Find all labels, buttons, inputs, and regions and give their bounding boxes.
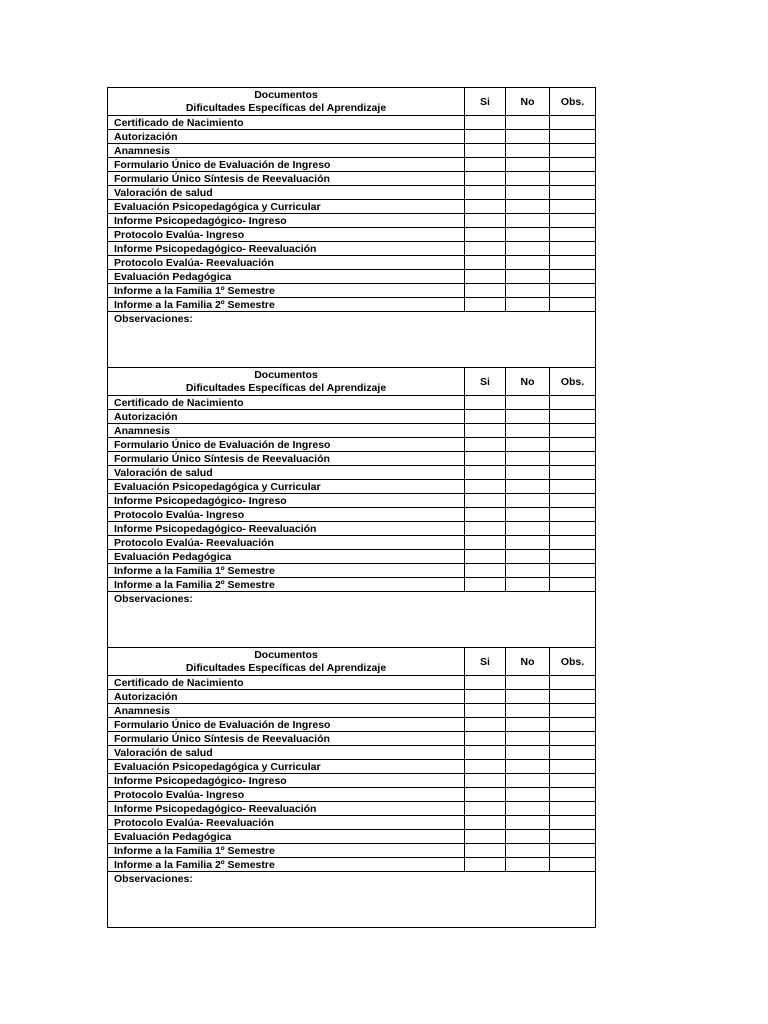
si-checkbox-cell[interactable] bbox=[465, 130, 506, 144]
no-checkbox-cell[interactable] bbox=[506, 704, 550, 718]
no-checkbox-cell[interactable] bbox=[506, 186, 550, 200]
table-row bbox=[108, 718, 596, 732]
si-checkbox-cell[interactable] bbox=[465, 718, 506, 732]
document-label: Informe a la Familia 1º Semestre bbox=[108, 844, 465, 858]
obs-cell[interactable] bbox=[550, 760, 596, 774]
no-checkbox-cell[interactable] bbox=[506, 116, 550, 130]
si-checkbox-cell[interactable] bbox=[465, 774, 506, 788]
no-checkbox-cell[interactable] bbox=[506, 522, 550, 536]
document-label: Informe Psicopedagógico- Reevaluación bbox=[108, 522, 465, 536]
si-checkbox-cell[interactable] bbox=[465, 816, 506, 830]
document-label: Informe a la Familia 2º Semestre bbox=[108, 298, 465, 312]
obs-cell[interactable] bbox=[550, 256, 596, 270]
si-checkbox-cell[interactable] bbox=[465, 704, 506, 718]
document-label: Informe a la Familia 2º Semestre bbox=[108, 578, 465, 592]
obs-cell[interactable] bbox=[550, 158, 596, 172]
document-label: Autorización bbox=[108, 410, 465, 424]
obs-cell[interactable] bbox=[550, 830, 596, 844]
si-checkbox-cell[interactable] bbox=[465, 270, 506, 284]
no-checkbox-cell[interactable] bbox=[506, 410, 550, 424]
table-row bbox=[108, 214, 596, 228]
document-label: Valoración de salud bbox=[108, 186, 465, 200]
table-row bbox=[108, 816, 596, 830]
obs-cell[interactable] bbox=[550, 550, 596, 564]
no-checkbox-cell[interactable] bbox=[506, 788, 550, 802]
table-row bbox=[108, 424, 596, 438]
table-row bbox=[108, 522, 596, 536]
document-sheet bbox=[107, 87, 595, 928]
document-label: Formulario Único de Evaluación de Ingreso bbox=[108, 718, 465, 732]
no-checkbox-cell[interactable] bbox=[506, 858, 550, 872]
si-checkbox-cell[interactable] bbox=[465, 186, 506, 200]
observations-label: Observaciones: bbox=[114, 593, 193, 605]
si-checkbox-cell[interactable] bbox=[465, 746, 506, 760]
document-label: Evaluación Pedagógica bbox=[108, 830, 465, 844]
table-row bbox=[108, 284, 596, 298]
table-row bbox=[108, 158, 596, 172]
table-row bbox=[108, 172, 596, 186]
obs-cell[interactable] bbox=[550, 564, 596, 578]
checklist-header-row bbox=[108, 88, 596, 116]
document-label: Autorización bbox=[108, 130, 465, 144]
si-checkbox-cell[interactable] bbox=[465, 396, 506, 410]
no-checkbox-cell[interactable] bbox=[506, 760, 550, 774]
table-row bbox=[108, 480, 596, 494]
obs-cell[interactable] bbox=[550, 704, 596, 718]
table-row bbox=[108, 200, 596, 214]
document-label: Informe Psicopedagógico- Reevaluación bbox=[108, 242, 465, 256]
no-column-header: No bbox=[506, 368, 550, 396]
document-label: Protocolo Evalúa- Reevaluación bbox=[108, 256, 465, 270]
si-checkbox-cell[interactable] bbox=[465, 830, 506, 844]
obs-cell[interactable] bbox=[550, 732, 596, 746]
si-checkbox-cell[interactable] bbox=[465, 158, 506, 172]
documents-header-title: Documentos bbox=[254, 368, 318, 381]
no-checkbox-cell[interactable] bbox=[506, 746, 550, 760]
checklist-header-row bbox=[108, 368, 596, 396]
si-checkbox-cell[interactable] bbox=[465, 858, 506, 872]
no-checkbox-cell[interactable] bbox=[506, 802, 550, 816]
si-checkbox-cell[interactable] bbox=[465, 424, 506, 438]
no-checkbox-cell[interactable] bbox=[506, 144, 550, 158]
no-checkbox-cell[interactable] bbox=[506, 396, 550, 410]
table-row bbox=[108, 690, 596, 704]
si-checkbox-cell[interactable] bbox=[465, 508, 506, 522]
observations-field[interactable] bbox=[108, 592, 596, 648]
no-checkbox-cell[interactable] bbox=[506, 564, 550, 578]
no-checkbox-cell[interactable] bbox=[506, 214, 550, 228]
no-checkbox-cell[interactable] bbox=[506, 228, 550, 242]
table-row bbox=[108, 144, 596, 158]
si-checkbox-cell[interactable] bbox=[465, 172, 506, 186]
obs-cell[interactable] bbox=[550, 508, 596, 522]
si-checkbox-cell[interactable] bbox=[465, 284, 506, 298]
no-checkbox-cell[interactable] bbox=[506, 774, 550, 788]
obs-cell[interactable] bbox=[550, 480, 596, 494]
obs-cell[interactable] bbox=[550, 536, 596, 550]
no-checkbox-cell[interactable] bbox=[506, 830, 550, 844]
document-label: Evaluación Psicopedagógica y Curricular bbox=[108, 200, 465, 214]
no-checkbox-cell[interactable] bbox=[506, 130, 550, 144]
no-checkbox-cell[interactable] bbox=[506, 536, 550, 550]
obs-column-header: Obs. bbox=[550, 88, 596, 116]
document-label: Informe Psicopedagógico- Ingreso bbox=[108, 774, 465, 788]
observations-field[interactable] bbox=[108, 312, 596, 368]
obs-cell[interactable] bbox=[550, 200, 596, 214]
obs-cell[interactable] bbox=[550, 228, 596, 242]
obs-cell[interactable] bbox=[550, 494, 596, 508]
table-row bbox=[108, 256, 596, 270]
table-row bbox=[108, 242, 596, 256]
no-checkbox-cell[interactable] bbox=[506, 480, 550, 494]
documents-header-cell bbox=[108, 648, 465, 676]
document-label: Formulario Único de Evaluación de Ingreso bbox=[108, 438, 465, 452]
si-checkbox-cell[interactable] bbox=[465, 452, 506, 466]
si-checkbox-cell[interactable] bbox=[465, 480, 506, 494]
si-checkbox-cell[interactable] bbox=[465, 522, 506, 536]
documents-header-title: Documentos bbox=[254, 88, 318, 101]
table-row bbox=[108, 186, 596, 200]
obs-column-header: Obs. bbox=[550, 648, 596, 676]
checklist-table bbox=[107, 87, 596, 928]
si-checkbox-cell[interactable] bbox=[465, 256, 506, 270]
no-column-header: No bbox=[506, 648, 550, 676]
document-label: Evaluación Pedagógica bbox=[108, 550, 465, 564]
document-label: Autorización bbox=[108, 690, 465, 704]
si-checkbox-cell[interactable] bbox=[465, 788, 506, 802]
table-row bbox=[108, 760, 596, 774]
obs-cell[interactable] bbox=[550, 130, 596, 144]
si-column-header: Si bbox=[465, 88, 506, 116]
no-checkbox-cell[interactable] bbox=[506, 256, 550, 270]
document-label: Evaluación Psicopedagógica y Curricular bbox=[108, 760, 465, 774]
table-row bbox=[108, 676, 596, 690]
documents-header-cell bbox=[108, 88, 465, 116]
obs-cell[interactable] bbox=[550, 438, 596, 452]
document-label: Certificado de Nacimiento bbox=[108, 396, 465, 410]
document-label: Formulario Único Síntesis de Reevaluación bbox=[108, 452, 465, 466]
no-checkbox-cell[interactable] bbox=[506, 578, 550, 592]
no-checkbox-cell[interactable] bbox=[506, 508, 550, 522]
obs-cell[interactable] bbox=[550, 858, 596, 872]
observations-field[interactable] bbox=[108, 872, 596, 928]
document-label: Protocolo Evalúa- Ingreso bbox=[108, 228, 465, 242]
no-checkbox-cell[interactable] bbox=[506, 844, 550, 858]
document-label: Formulario Único Síntesis de Reevaluación bbox=[108, 172, 465, 186]
table-row bbox=[108, 466, 596, 480]
si-column-header: Si bbox=[465, 648, 506, 676]
document-label: Evaluación Pedagógica bbox=[108, 270, 465, 284]
obs-cell[interactable] bbox=[550, 578, 596, 592]
obs-cell[interactable] bbox=[550, 774, 596, 788]
obs-cell[interactable] bbox=[550, 452, 596, 466]
table-row bbox=[108, 830, 596, 844]
document-label: Anamnesis bbox=[108, 144, 465, 158]
obs-cell[interactable] bbox=[550, 718, 596, 732]
observations-row bbox=[108, 592, 596, 648]
documents-header-subtitle: Dificultades Específicas del Aprendizaje bbox=[185, 381, 387, 394]
document-label: Informe Psicopedagógico- Reevaluación bbox=[108, 802, 465, 816]
obs-cell[interactable] bbox=[550, 172, 596, 186]
table-row bbox=[108, 438, 596, 452]
obs-cell[interactable] bbox=[550, 298, 596, 312]
table-row bbox=[108, 564, 596, 578]
si-checkbox-cell[interactable] bbox=[465, 214, 506, 228]
table-row bbox=[108, 536, 596, 550]
no-checkbox-cell[interactable] bbox=[506, 172, 550, 186]
obs-cell[interactable] bbox=[550, 690, 596, 704]
obs-cell[interactable] bbox=[550, 116, 596, 130]
obs-cell[interactable] bbox=[550, 746, 596, 760]
checklist-header-row bbox=[108, 648, 596, 676]
si-checkbox-cell[interactable] bbox=[465, 578, 506, 592]
si-checkbox-cell[interactable] bbox=[465, 298, 506, 312]
si-checkbox-cell[interactable] bbox=[465, 536, 506, 550]
document-label: Anamnesis bbox=[108, 704, 465, 718]
document-label: Protocolo Evalúa- Reevaluación bbox=[108, 816, 465, 830]
document-label: Informe Psicopedagógico- Ingreso bbox=[108, 214, 465, 228]
no-checkbox-cell[interactable] bbox=[506, 438, 550, 452]
no-checkbox-cell[interactable] bbox=[506, 452, 550, 466]
obs-cell[interactable] bbox=[550, 676, 596, 690]
table-row bbox=[108, 298, 596, 312]
table-row bbox=[108, 746, 596, 760]
table-row bbox=[108, 452, 596, 466]
document-label: Valoración de salud bbox=[108, 746, 465, 760]
obs-cell[interactable] bbox=[550, 186, 596, 200]
no-checkbox-cell[interactable] bbox=[506, 284, 550, 298]
si-checkbox-cell[interactable] bbox=[465, 494, 506, 508]
obs-cell[interactable] bbox=[550, 214, 596, 228]
document-label: Informe a la Familia 1º Semestre bbox=[108, 284, 465, 298]
documents-header-subtitle: Dificultades Específicas del Aprendizaje bbox=[185, 101, 387, 114]
observations-label: Observaciones: bbox=[114, 313, 193, 325]
si-checkbox-cell[interactable] bbox=[465, 802, 506, 816]
si-checkbox-cell[interactable] bbox=[465, 676, 506, 690]
document-label: Protocolo Evalúa- Reevaluación bbox=[108, 536, 465, 550]
documents-header-title: Documentos bbox=[254, 648, 318, 661]
document-label: Protocolo Evalúa- Ingreso bbox=[108, 788, 465, 802]
si-checkbox-cell[interactable] bbox=[465, 550, 506, 564]
si-checkbox-cell[interactable] bbox=[465, 844, 506, 858]
si-checkbox-cell[interactable] bbox=[465, 228, 506, 242]
no-checkbox-cell[interactable] bbox=[506, 242, 550, 256]
no-checkbox-cell[interactable] bbox=[506, 200, 550, 214]
no-checkbox-cell[interactable] bbox=[506, 690, 550, 704]
observations-row bbox=[108, 872, 596, 928]
obs-cell[interactable] bbox=[550, 410, 596, 424]
documents-header-cell bbox=[108, 368, 465, 396]
observations-label: Observaciones: bbox=[114, 873, 193, 885]
no-column-header: No bbox=[506, 88, 550, 116]
document-label: Valoración de salud bbox=[108, 466, 465, 480]
table-row bbox=[108, 732, 596, 746]
no-checkbox-cell[interactable] bbox=[506, 158, 550, 172]
si-checkbox-cell[interactable] bbox=[465, 144, 506, 158]
document-label: Informe a la Familia 2º Semestre bbox=[108, 858, 465, 872]
si-checkbox-cell[interactable] bbox=[465, 466, 506, 480]
si-checkbox-cell[interactable] bbox=[465, 438, 506, 452]
table-row bbox=[108, 550, 596, 564]
obs-column-header: Obs. bbox=[550, 368, 596, 396]
document-label: Evaluación Psicopedagógica y Curricular bbox=[108, 480, 465, 494]
document-label: Certificado de Nacimiento bbox=[108, 116, 465, 130]
table-row bbox=[108, 396, 596, 410]
obs-cell[interactable] bbox=[550, 424, 596, 438]
table-row bbox=[108, 228, 596, 242]
table-row bbox=[108, 788, 596, 802]
document-label: Informe Psicopedagógico- Ingreso bbox=[108, 494, 465, 508]
table-row bbox=[108, 270, 596, 284]
document-label: Informe a la Familia 1º Semestre bbox=[108, 564, 465, 578]
obs-cell[interactable] bbox=[550, 522, 596, 536]
table-row bbox=[108, 130, 596, 144]
obs-cell[interactable] bbox=[550, 144, 596, 158]
no-checkbox-cell[interactable] bbox=[506, 494, 550, 508]
document-label: Formulario Único Síntesis de Reevaluación bbox=[108, 732, 465, 746]
si-checkbox-cell[interactable] bbox=[465, 410, 506, 424]
table-row bbox=[108, 858, 596, 872]
table-row bbox=[108, 802, 596, 816]
no-checkbox-cell[interactable] bbox=[506, 550, 550, 564]
table-row bbox=[108, 410, 596, 424]
table-row bbox=[108, 508, 596, 522]
no-checkbox-cell[interactable] bbox=[506, 816, 550, 830]
si-checkbox-cell[interactable] bbox=[465, 200, 506, 214]
table-row bbox=[108, 494, 596, 508]
document-label: Certificado de Nacimiento bbox=[108, 676, 465, 690]
document-label: Formulario Único de Evaluación de Ingreso bbox=[108, 158, 465, 172]
table-row bbox=[108, 116, 596, 130]
no-checkbox-cell[interactable] bbox=[506, 732, 550, 746]
no-checkbox-cell[interactable] bbox=[506, 270, 550, 284]
si-checkbox-cell[interactable] bbox=[465, 732, 506, 746]
obs-cell[interactable] bbox=[550, 270, 596, 284]
obs-cell[interactable] bbox=[550, 788, 596, 802]
table-row bbox=[108, 578, 596, 592]
documents-header-subtitle: Dificultades Específicas del Aprendizaje bbox=[185, 661, 387, 674]
no-checkbox-cell[interactable] bbox=[506, 466, 550, 480]
document-label: Protocolo Evalúa- Ingreso bbox=[108, 508, 465, 522]
si-checkbox-cell[interactable] bbox=[465, 690, 506, 704]
table-row bbox=[108, 844, 596, 858]
si-checkbox-cell[interactable] bbox=[465, 242, 506, 256]
no-checkbox-cell[interactable] bbox=[506, 424, 550, 438]
obs-cell[interactable] bbox=[550, 844, 596, 858]
obs-cell[interactable] bbox=[550, 242, 596, 256]
si-column-header: Si bbox=[465, 368, 506, 396]
no-checkbox-cell[interactable] bbox=[506, 718, 550, 732]
obs-cell[interactable] bbox=[550, 396, 596, 410]
table-row bbox=[108, 774, 596, 788]
obs-cell[interactable] bbox=[550, 466, 596, 480]
document-label: Anamnesis bbox=[108, 424, 465, 438]
no-checkbox-cell[interactable] bbox=[506, 676, 550, 690]
si-checkbox-cell[interactable] bbox=[465, 116, 506, 130]
no-checkbox-cell[interactable] bbox=[506, 298, 550, 312]
obs-cell[interactable] bbox=[550, 816, 596, 830]
observations-row bbox=[108, 312, 596, 368]
obs-cell[interactable] bbox=[550, 802, 596, 816]
obs-cell[interactable] bbox=[550, 284, 596, 298]
si-checkbox-cell[interactable] bbox=[465, 564, 506, 578]
si-checkbox-cell[interactable] bbox=[465, 760, 506, 774]
table-row bbox=[108, 704, 596, 718]
